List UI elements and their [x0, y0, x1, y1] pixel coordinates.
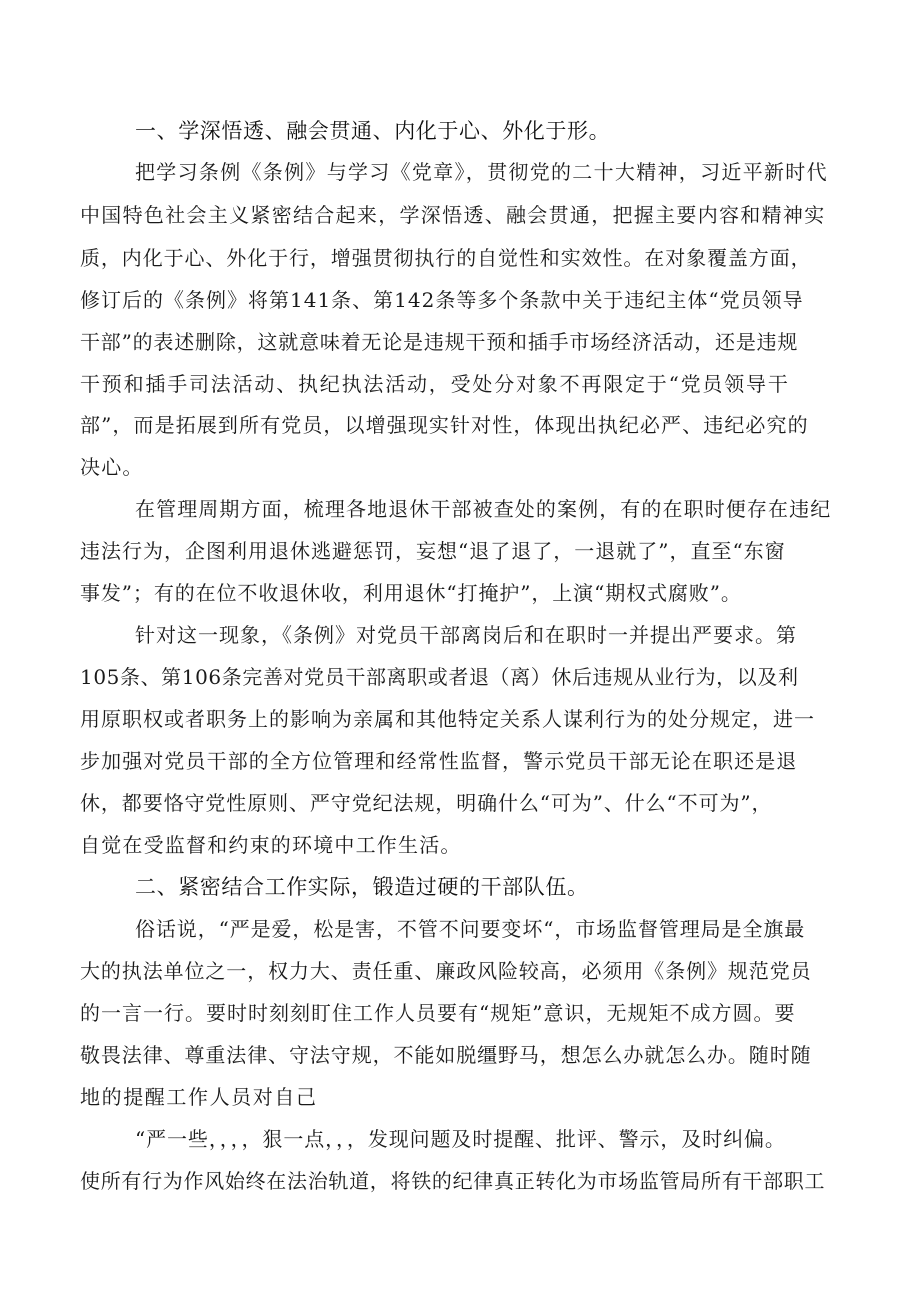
paragraph-line: 中国特色社会主义紧密结合起来，学深悟透、融会贯通，把握主要内容和精神实 — [80, 203, 826, 227]
paragraph-line: “严一些，，，，狠一点，，，发现问题及时提醒、批评、警示，及时纠偏。 — [135, 1127, 786, 1151]
paragraph-line: 修订后的《条例》将第141条、第142条等多个条款中关于违纪主体“党员领导 — [80, 288, 804, 312]
paragraph-line: 用原职权或者职务上的影响为亲属和其他特定关系人谋利行为的处分规定，进一 — [80, 707, 815, 731]
paragraph-line: 休，都要恪守党性原则、严守党纪法规，明确什么“可为”、什么“不可为”， — [80, 791, 773, 815]
paragraph-line: 质，内化于心、外化于行，增强贯彻执行的自觉性和实效性。在对象覆盖方面， — [80, 246, 812, 270]
paragraph-line: 决心。 — [80, 455, 144, 479]
paragraph-line: 105条、第106条完善对党员干部离职或者退（离）休后违规从业行为，以及利 — [80, 665, 799, 689]
paragraph-line: 地的提醒工作人员对自己 — [80, 1085, 318, 1109]
paragraph-line: 自觉在受监督和约束的环境中工作生活。 — [80, 833, 462, 857]
section-heading-1: 一、学深悟透、融会贯通、内化于心、外化于形。 — [135, 119, 611, 143]
section-heading-2: 二、紧密结合工作实际，锻造过硬的干部队伍。 — [135, 875, 589, 899]
paragraph-line: 步加强对党员干部的全方位管理和经常性监督，警示党员干部无论在职还是退 — [80, 749, 798, 773]
paragraph-line: 敬畏法律、尊重法律、守法守规，不能如脱缰野马，想怎么办就怎么办。随时随 — [80, 1043, 812, 1067]
paragraph-line: 在管理周期方面，梳理各地退休干部被查处的案例，有的在职时便存在违纪 — [135, 497, 832, 521]
paragraph-line: 使所有行为作风始终在法治轨道，将铁的纪律真正转化为市场监管局所有干部职工 — [80, 1169, 826, 1193]
paragraph-line: 事发”；有的在位不收退休收，利用退休“打掩护”，上演“期权式腐败”。 — [80, 581, 742, 605]
paragraph-line: 干部”的表述删除，这就意味着无论是违规干预和插手市场经济活动，还是违规 — [80, 330, 799, 354]
paragraph-line: 把学习条例《条例》与学习《党章》，贯彻党的二十大精神，习近平新时代 — [135, 160, 828, 184]
paragraph-line: 干预和插手司法活动、执纪执法活动，受处分对象不再限定于“党员领导干 — [80, 372, 790, 396]
paragraph-line: 俗话说，“严是爱，松是害，不管不问要变坏“，市场监督管理局是全旗最 — [135, 917, 806, 941]
paragraph-line: 的一言一行。要时时刻刻盯住工作人员要有“规矩”意识，无规矩不成方圆。要 — [80, 1001, 796, 1025]
paragraph-line: 大的执法单位之一，权力大、责任重、廉政风险较高，必须用《条例》规范党员 — [80, 959, 812, 983]
paragraph-line: 违法行为，企图利用退休逃避惩罚，妄想“退了退了，一退就了”，直至“东窗 — [80, 539, 786, 563]
paragraph-line: 针对这一现象，《条例》对党员干部离岗后和在职时一并提出严要求。第 — [135, 623, 797, 647]
paragraph-line: 部”，而是拓展到所有党员，以增强现实针对性，体现出执纪必严、违纪必究的 — [80, 413, 809, 437]
